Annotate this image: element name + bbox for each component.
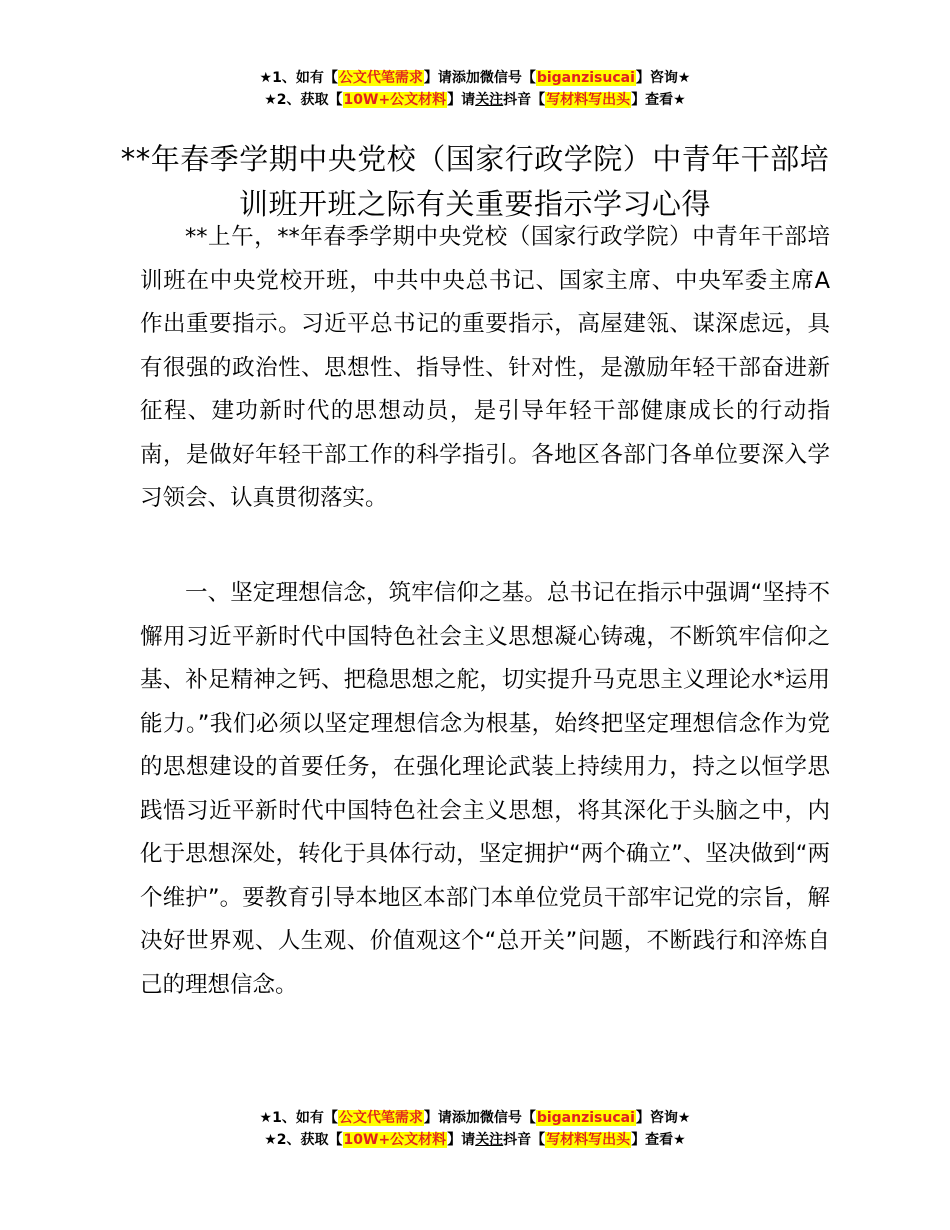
promo-text: ★2、获取【 (264, 92, 343, 108)
promo-emphasis: 添加 (451, 1110, 480, 1126)
promo-highlight: biganzisucai (536, 70, 635, 86)
promo-highlight: biganzisucai (536, 1110, 635, 1126)
promo-text: ★1、如有【 (259, 70, 338, 86)
promo-text: 】请 (447, 92, 476, 108)
body-paragraph: 一、坚定理想信念，筑牢信仰之基。总书记在指示中强调“坚持不懈用习近平新时代中国特色社会主义思想凝心铸魂，不断筑牢信仰之基、补足精神之钙、把稳思想之舵，切实提升马克思主义理论水*运用能力。”我们必须以坚定理想信念为根基，始终把坚定理想信念作为党的思想建设的首要任务，在强化理论武装上持续用力，持之以恒学思践悟习近平新时代中国特色社会主义思想，将其深化于头脑之中，内化于思想深处，转化于具体行动，坚定拥护“两个确立”、坚决做到“两个维护”。要教育引导本地区本部门本单位党员干部牢记党的宗旨，解决好世界观、人生观、价值观这个“总开关”问题，不断践行和淬炼自己的理想信念。 (140, 580, 830, 998)
promo-text: ★1、如有【 (259, 1110, 338, 1126)
promo-highlight: 10W+公文材料 (343, 92, 447, 108)
promo-text: 】咨询★ (635, 1110, 691, 1126)
promo-line-2 (0, 89, 950, 111)
promo-text: 】咨询★ (635, 70, 691, 86)
promo-highlight: 公文代笔需求 (338, 1110, 423, 1126)
promo-text: ★2、获取【 (264, 1132, 343, 1148)
promo-text: 】查看★ (631, 92, 686, 108)
promo-highlight: 写材料写出头 (546, 1132, 631, 1148)
promo-emphasis: 添加 (451, 70, 480, 86)
promo-highlight: 10W+公文材料 (343, 1132, 447, 1148)
promo-text: 微信号【 (479, 70, 536, 86)
promo-highlight: 公文代笔需求 (338, 70, 423, 86)
promo-text: 】请 (423, 70, 452, 86)
promo-line-1 (0, 67, 950, 89)
document-title: **年春季学期中央党校（国家行政学院）中青年干部培训班开班之际有关重要指示学习心得 (120, 142, 830, 222)
promo-text: 微信号【 (479, 1110, 536, 1126)
promo-banner-bottom (0, 1107, 950, 1151)
promo-highlight: 写材料写出头 (546, 92, 631, 108)
promo-text: 抖音【 (503, 92, 546, 108)
promo-text: 】查看★ (631, 1132, 686, 1148)
body-paragraph-block (140, 572, 830, 1007)
promo-emphasis: 关注 (475, 1132, 504, 1148)
body-paragraph: **上午，**年春季学期中央党校（国家行政学院）中青年干部培训班在中央党校开班，中共中央总书记、国家主席、中央军委主席A作出重要指示。习近平总书记的重要指示，高屋建瓴、谋深虑远，具有很强的政治性、思想性、指导性、针对性，是激励年轻干部奋进新征程、建功新时代的思想动员，是引导年轻干部健康成长的行动指南，是做好年轻干部工作的科学指引。各地区各部门各单位要深入学习领会、认真贯彻落实。 (140, 224, 830, 511)
promo-text: 】请 (423, 1110, 452, 1126)
promo-line-2 (0, 1129, 950, 1151)
body-paragraph-block (140, 216, 830, 521)
promo-emphasis: 关注 (475, 92, 504, 108)
promo-banner-top (0, 67, 950, 111)
promo-text: 抖音【 (503, 1132, 546, 1148)
promo-text: 】请 (447, 1132, 476, 1148)
promo-line-1 (0, 1107, 950, 1129)
